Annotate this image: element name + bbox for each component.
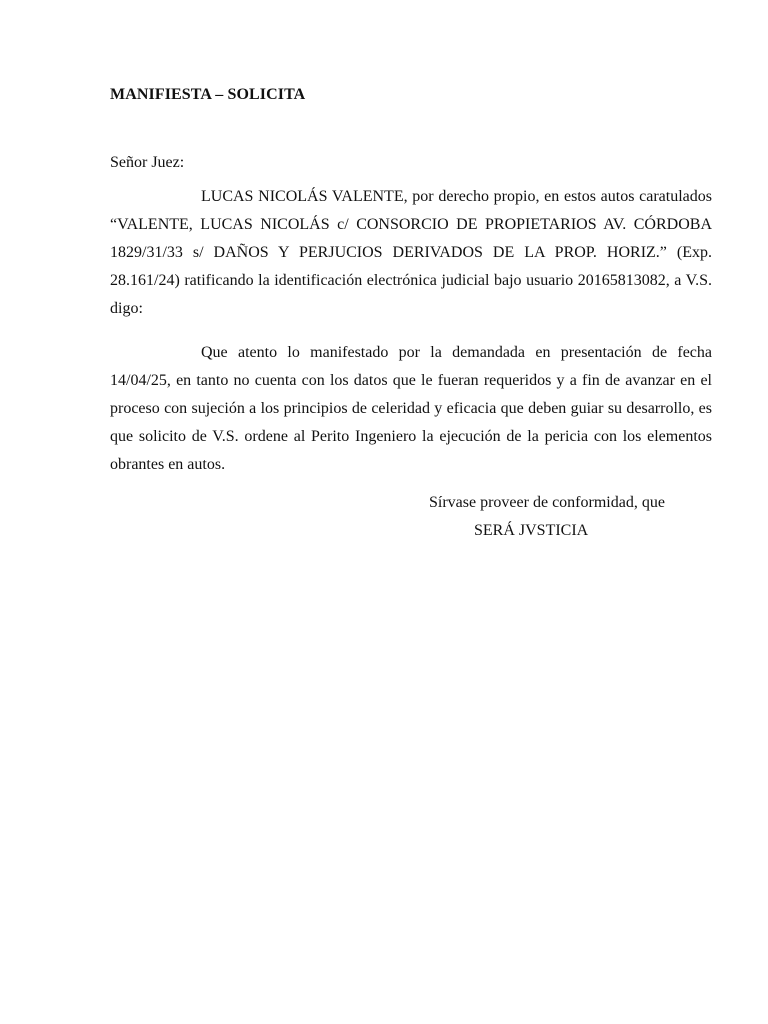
closing-motto: SERÁ JVSTICIA	[474, 522, 589, 539]
salutation: Señor Juez:	[110, 154, 185, 171]
body-paragraph-2: Que atento lo manifestado por la demandada en presentación de fecha 14/04/25, en tanto no cuenta con los datos que le fueran requeridos y a fin de avanzar en el proceso con sujeción a los principios de celeridad y eficacia que deben guiar su desarrollo, es que solicito de V.S. ordene al Perito Ingeniero la ejecución de la pericia con los elementos obrantes en autos.	[110, 344, 712, 473]
closing-line: Sírvase proveer de conformidad, que	[429, 494, 665, 511]
document-title: MANIFIESTA – SOLICITA	[110, 86, 306, 103]
body-paragraph-1: LUCAS NICOLÁS VALENTE, por derecho propio, en estos autos caratulados “VALENTE, LUCAS NICOLÁS c/ CONSORCIO DE PROPIETARIOS AV. CÓRDOBA 1829/31/33 s/ DAÑOS Y PERJUCIOS DERIVADOS DE LA PROP. HORIZ.” (Exp. 28.161/24) ratificando la identificación electrónica judicial bajo usuario 20165813082, a V.S. digo:	[110, 188, 712, 317]
